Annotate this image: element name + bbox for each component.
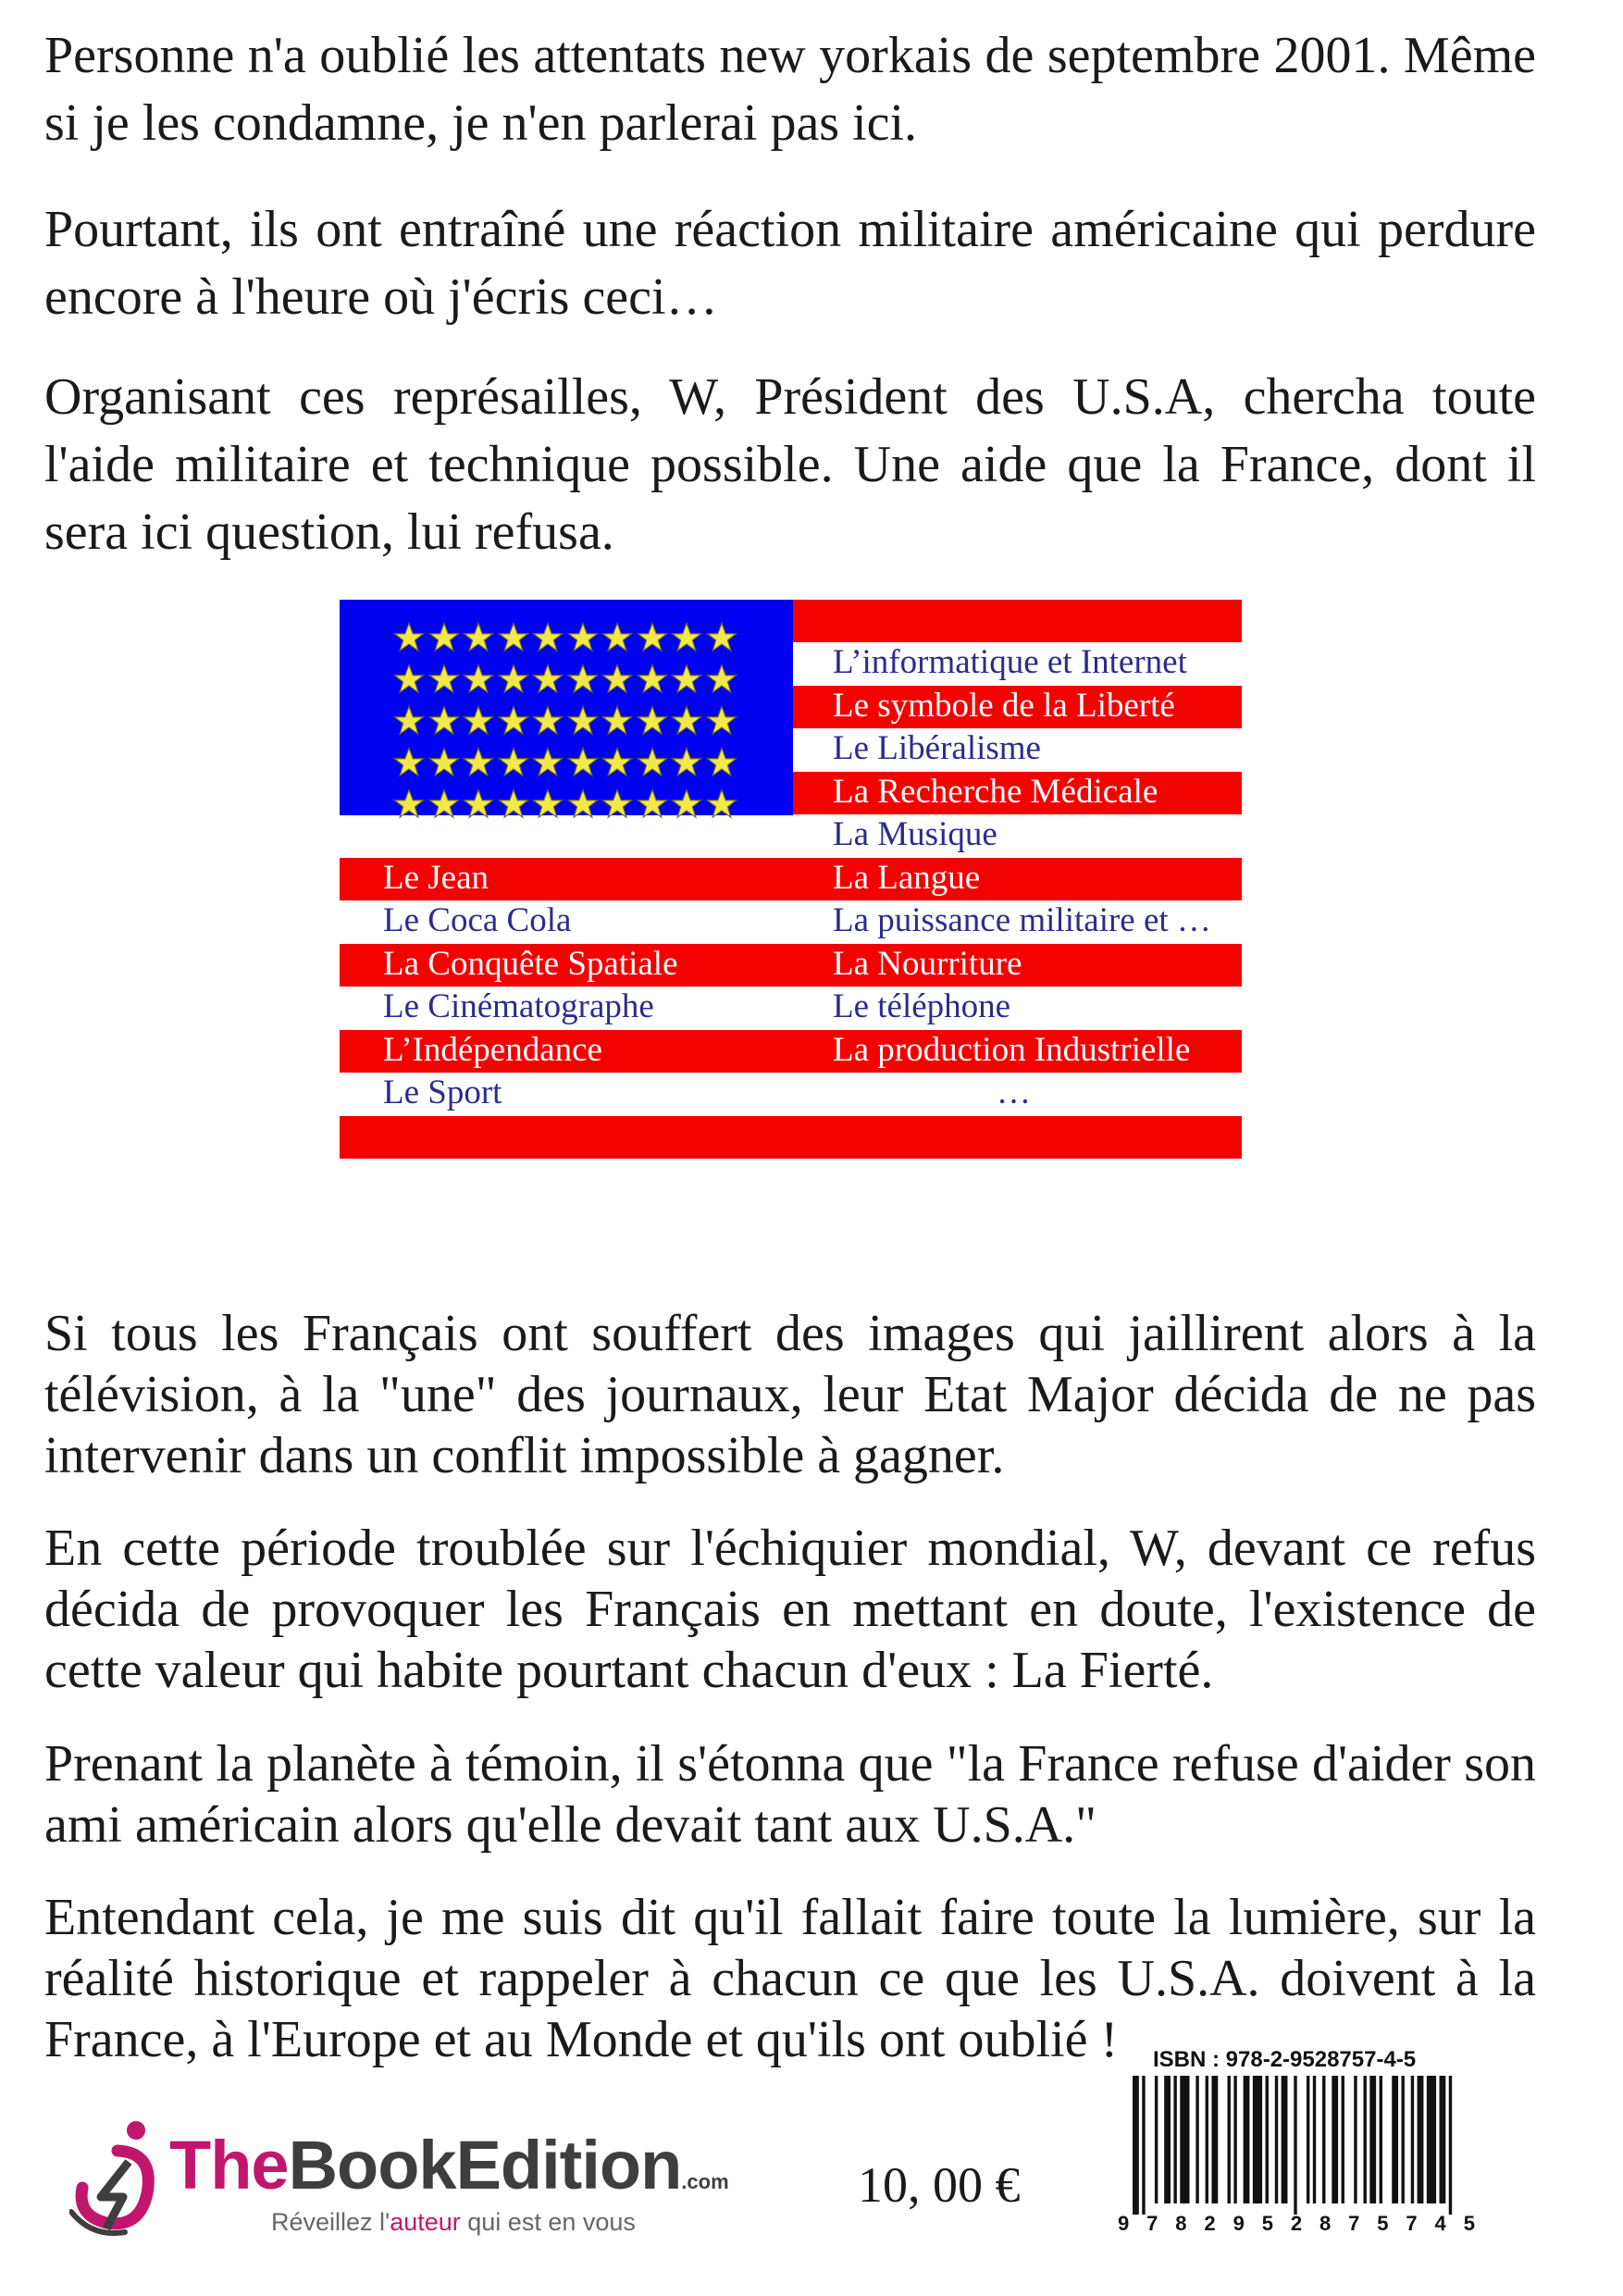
tagline-part: auteur	[390, 2208, 461, 2236]
barcode-bar	[1332, 2076, 1338, 2203]
barcode-digit: 7	[1406, 2212, 1418, 2235]
star-icon	[637, 788, 668, 820]
flag-label-right: La Langue	[833, 859, 981, 897]
barcode-bar	[1133, 2076, 1139, 2215]
star-icon	[498, 705, 529, 737]
paragraph-4: Si tous les Français ont souffert des images qui jaillirent alors à la télévision, à la "une" des journaux, leur Etat Major décida de ne pas intervenir dans un conflit impossible à gagner.	[44, 1305, 1536, 1484]
star-icon	[637, 705, 668, 737]
barcode-bar	[1449, 2076, 1452, 2215]
barcode-bar	[1164, 2076, 1171, 2203]
tagline-part: Réveillez l'	[271, 2208, 390, 2236]
barcode-digits	[1118, 2212, 1475, 2236]
star-icon	[428, 622, 460, 653]
barcode-bar	[1282, 2076, 1288, 2203]
star-icon	[428, 705, 460, 737]
logo-tagline	[271, 2208, 636, 2237]
flag-label-left: Le Coca Cola	[383, 901, 572, 939]
barcode-bar	[1411, 2076, 1414, 2203]
barcode	[1133, 2076, 1458, 2215]
barcode-bar	[1196, 2076, 1198, 2203]
star-icon	[532, 747, 564, 778]
barcode-digit: 9	[1118, 2212, 1130, 2235]
logo-figure-icon	[69, 2119, 166, 2249]
star-icon	[393, 788, 425, 820]
star-icon	[601, 664, 633, 695]
star-icon	[463, 747, 494, 778]
star-icon	[532, 622, 564, 653]
star-icon	[601, 705, 633, 737]
star-icon	[567, 747, 599, 778]
star-icon	[393, 705, 425, 737]
paragraph-2: Pourtant, ils ont entraîné une réaction militaire américaine qui perdure encore à l'heure où j'écris ceci…	[44, 201, 1536, 326]
star-icon	[463, 622, 494, 653]
star-icon	[567, 788, 599, 820]
barcode-digit: 5	[1261, 2212, 1273, 2235]
barcode-digit: 5	[1377, 2212, 1389, 2235]
barcode-bar	[1342, 2076, 1344, 2203]
barcode-bar	[1211, 2076, 1218, 2203]
star-icon	[393, 622, 425, 653]
barcode-bar	[1427, 2076, 1436, 2203]
flag-label-right: La production Industrielle	[833, 1031, 1191, 1069]
flag-label-left: Le Jean	[383, 859, 489, 897]
star-icon	[671, 747, 702, 778]
star-icon	[706, 664, 737, 695]
barcode-bar	[1180, 2076, 1189, 2203]
barcode-bar	[1173, 2076, 1176, 2203]
barcode-bar	[1369, 2076, 1376, 2203]
paragraph-7: Entendant cela, je me suis dit qu'il fallait faire toute la lumière, sur la réalité historique et rappeler à chacun ce que les U.S.A. doivent à la France, à l'Europe et au Monde et qu'ils ont oublié !	[44, 1889, 1536, 2068]
star-icon	[428, 788, 460, 820]
flag-label-left: L’Indépendance	[383, 1031, 602, 1069]
barcode-bar	[1439, 2076, 1445, 2203]
barcode-bar	[1294, 2076, 1296, 2215]
star-icon	[671, 664, 702, 695]
price: 10, 00 €	[858, 2157, 1021, 2213]
flag-label-left: La Conquête Spatiale	[383, 945, 678, 983]
barcode-bar	[1313, 2076, 1316, 2203]
star-icon	[532, 664, 564, 695]
thebookedition-logo	[69, 2119, 729, 2249]
flag-label-right: La puissance militaire et …	[833, 901, 1211, 939]
barcode-bar	[1206, 2076, 1208, 2203]
star-icon	[637, 747, 668, 778]
flag-canton	[340, 600, 793, 815]
barcode-bar	[1253, 2076, 1262, 2203]
star-icon	[567, 664, 599, 695]
flag-label-right: Le symbole de la Liberté	[833, 687, 1175, 725]
barcode-digit: 4	[1434, 2212, 1446, 2235]
star-field	[393, 622, 737, 830]
barcode-bar	[1363, 2076, 1366, 2203]
flag-label-right: Le téléphone	[833, 987, 1011, 1025]
barcode-digit: 7	[1348, 2212, 1360, 2235]
barcode-digit: 8	[1319, 2212, 1332, 2235]
barcode-bar	[1322, 2076, 1325, 2203]
star-icon	[393, 664, 425, 695]
barcode-bar	[1380, 2076, 1382, 2203]
star-icon	[671, 705, 702, 737]
flag-label-right: La Nourriture	[833, 945, 1022, 983]
star-icon	[498, 622, 529, 653]
isbn-label: ISBN : 978-2-9528757-4-5	[1153, 2047, 1417, 2072]
star-icon	[393, 747, 425, 778]
flag-label-right: La Musique	[833, 815, 997, 853]
flag-label-left: Le Cinématographe	[383, 987, 654, 1025]
barcode-bar	[1307, 2076, 1309, 2203]
star-icon	[601, 788, 633, 820]
barcode-digit: 9	[1233, 2212, 1245, 2235]
star-icon	[671, 788, 702, 820]
paragraph-1: Personne n'a oublié les attentats new yorkais de septembre 2001. Même si je les condamne, je n'en parlerai pas ici.	[44, 27, 1536, 152]
barcode-digit: 2	[1204, 2212, 1216, 2235]
star-icon	[601, 747, 633, 778]
logo-the: The	[169, 2127, 289, 2203]
star-icon	[567, 705, 599, 737]
barcode-bar	[1142, 2076, 1145, 2215]
barcode-bar	[1418, 2076, 1424, 2203]
barcode-digit: 8	[1175, 2212, 1187, 2235]
star-icon	[428, 664, 460, 695]
barcode-digit: 7	[1146, 2212, 1158, 2235]
star-row	[393, 664, 737, 699]
paragraph-5: En cette période troublée sur l'échiquier mondial, W, devant ce refus décida de provoquer les Français en mettant en doute, l'existence de cette valeur qui habite pourtant chacun d'eux : La Fierté.	[44, 1520, 1536, 1699]
barcode-bar	[1266, 2076, 1269, 2203]
star-icon	[498, 664, 529, 695]
star-row	[393, 747, 737, 782]
paragraph-3: Organisant ces représailles, W, Président des U.S.A, chercha toute l'aide militaire et technique possible. Une aide que la France, dont il sera ici question, lui refusa.	[44, 368, 1536, 561]
flag-stripe	[340, 1116, 1242, 1159]
star-icon	[637, 622, 668, 653]
us-flag-illustration	[340, 600, 1242, 1159]
barcode-digit: 2	[1290, 2212, 1303, 2235]
star-icon	[671, 622, 702, 653]
barcode-bar	[1401, 2076, 1404, 2203]
barcode-digit: 5	[1463, 2212, 1475, 2235]
star-icon	[706, 788, 737, 820]
star-icon	[706, 622, 737, 653]
flag-label-right: La Recherche Médicale	[833, 773, 1158, 811]
logo-com: .com	[681, 2170, 729, 2193]
star-icon	[706, 747, 737, 778]
star-icon	[706, 705, 737, 737]
star-icon	[428, 747, 460, 778]
star-icon	[567, 622, 599, 653]
flag-label-right: …	[997, 1074, 1031, 1111]
star-icon	[498, 788, 529, 820]
star-row	[393, 705, 737, 740]
flag-label-left: Le Sport	[383, 1074, 502, 1111]
star-icon	[463, 664, 494, 695]
paragraph-6: Prenant la planète à témoin, il s'étonna que "la France refuse d'aider son ami américain alors qu'elle devait tant aux U.S.A."	[44, 1735, 1536, 1854]
flag-label-right: L’informatique et Internet	[833, 643, 1187, 681]
star-row	[393, 788, 737, 824]
barcode-bar	[1244, 2076, 1250, 2203]
star-icon	[498, 747, 529, 778]
star-icon	[601, 622, 633, 653]
barcode-bar	[1392, 2076, 1398, 2203]
star-icon	[532, 705, 564, 737]
star-icon	[463, 705, 494, 737]
barcode-bar	[1155, 2076, 1158, 2203]
star-icon	[463, 788, 494, 820]
barcode-bar	[1228, 2076, 1231, 2203]
star-row	[393, 622, 737, 657]
barcode-bar	[1354, 2076, 1357, 2203]
star-icon	[637, 664, 668, 695]
flag-label-right: Le Libéralisme	[833, 729, 1041, 767]
tagline-part: qui est en vous	[460, 2208, 636, 2236]
barcode-bar	[1233, 2076, 1236, 2203]
star-icon	[532, 788, 564, 820]
barcode-bar	[1275, 2076, 1278, 2203]
logo-bookedition: BookEdition	[288, 2127, 682, 2203]
